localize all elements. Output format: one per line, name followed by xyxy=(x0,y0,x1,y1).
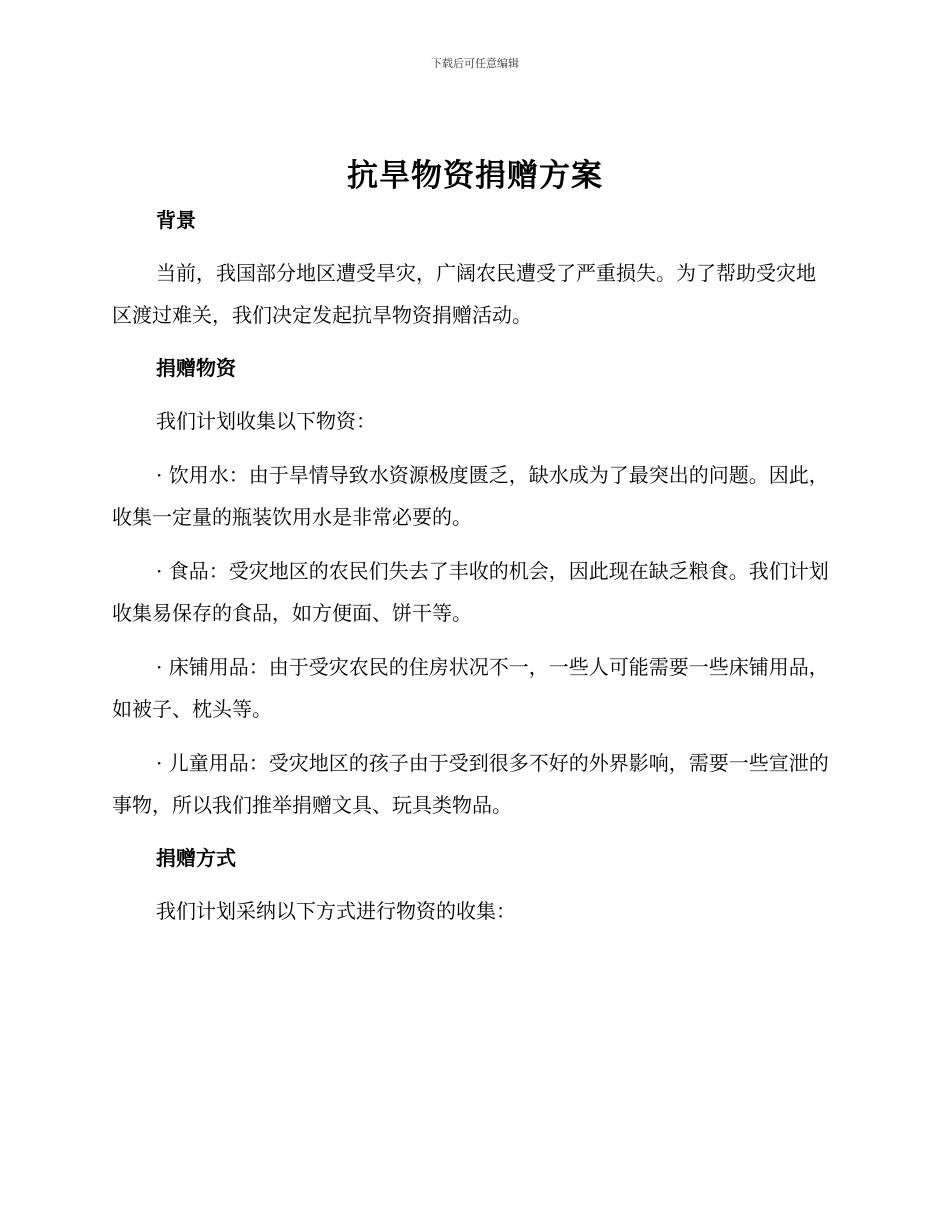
list-item-food: · 食品：受灾地区的农民们失去了丰收的机会，因此现在缺乏粮食。我们计划收集易保存的食品，如方便面、饼干等。 xyxy=(112,559,829,625)
section-heading-donation-items: 捐赠物资 xyxy=(156,356,236,380)
document-title: 抗旱物资捐赠方案 xyxy=(347,158,603,194)
document-body xyxy=(112,200,832,932)
section-heading-background: 背景 xyxy=(156,208,196,232)
paragraph-method-intro: 我们计划采纳以下方式进行物资的收集： xyxy=(156,899,516,923)
list-item-children-supplies: · 儿童用品：受灾地区的孩子由于受到很多不好的外界影响，需要一些宣泄的事物，所以我们推举捐赠文具、玩具类物品。 xyxy=(112,751,829,817)
section-heading-donation-method: 捐赠方式 xyxy=(156,846,236,870)
list-item-drinking-water: · 饮用水：由于旱情导致水资源极度匮乏，缺水成为了最突出的问题。因此，收集一定量的瓶装饮用水是非常必要的。 xyxy=(112,463,829,529)
paragraph-background: 当前，我国部分地区遭受旱灾，广阔农民遭受了严重损失。为了帮助受灾地区渡过难关，我们决定发起抗旱物资捐赠活动。 xyxy=(112,261,816,327)
header-note: 下载后可任意编辑 xyxy=(431,57,519,70)
paragraph-items-intro: 我们计划收集以下物资： xyxy=(156,409,376,433)
list-item-bedding: · 床铺用品：由于受灾农民的住房状况不一，一些人可能需要一些床铺用品，如被子、枕头等。 xyxy=(112,655,829,721)
